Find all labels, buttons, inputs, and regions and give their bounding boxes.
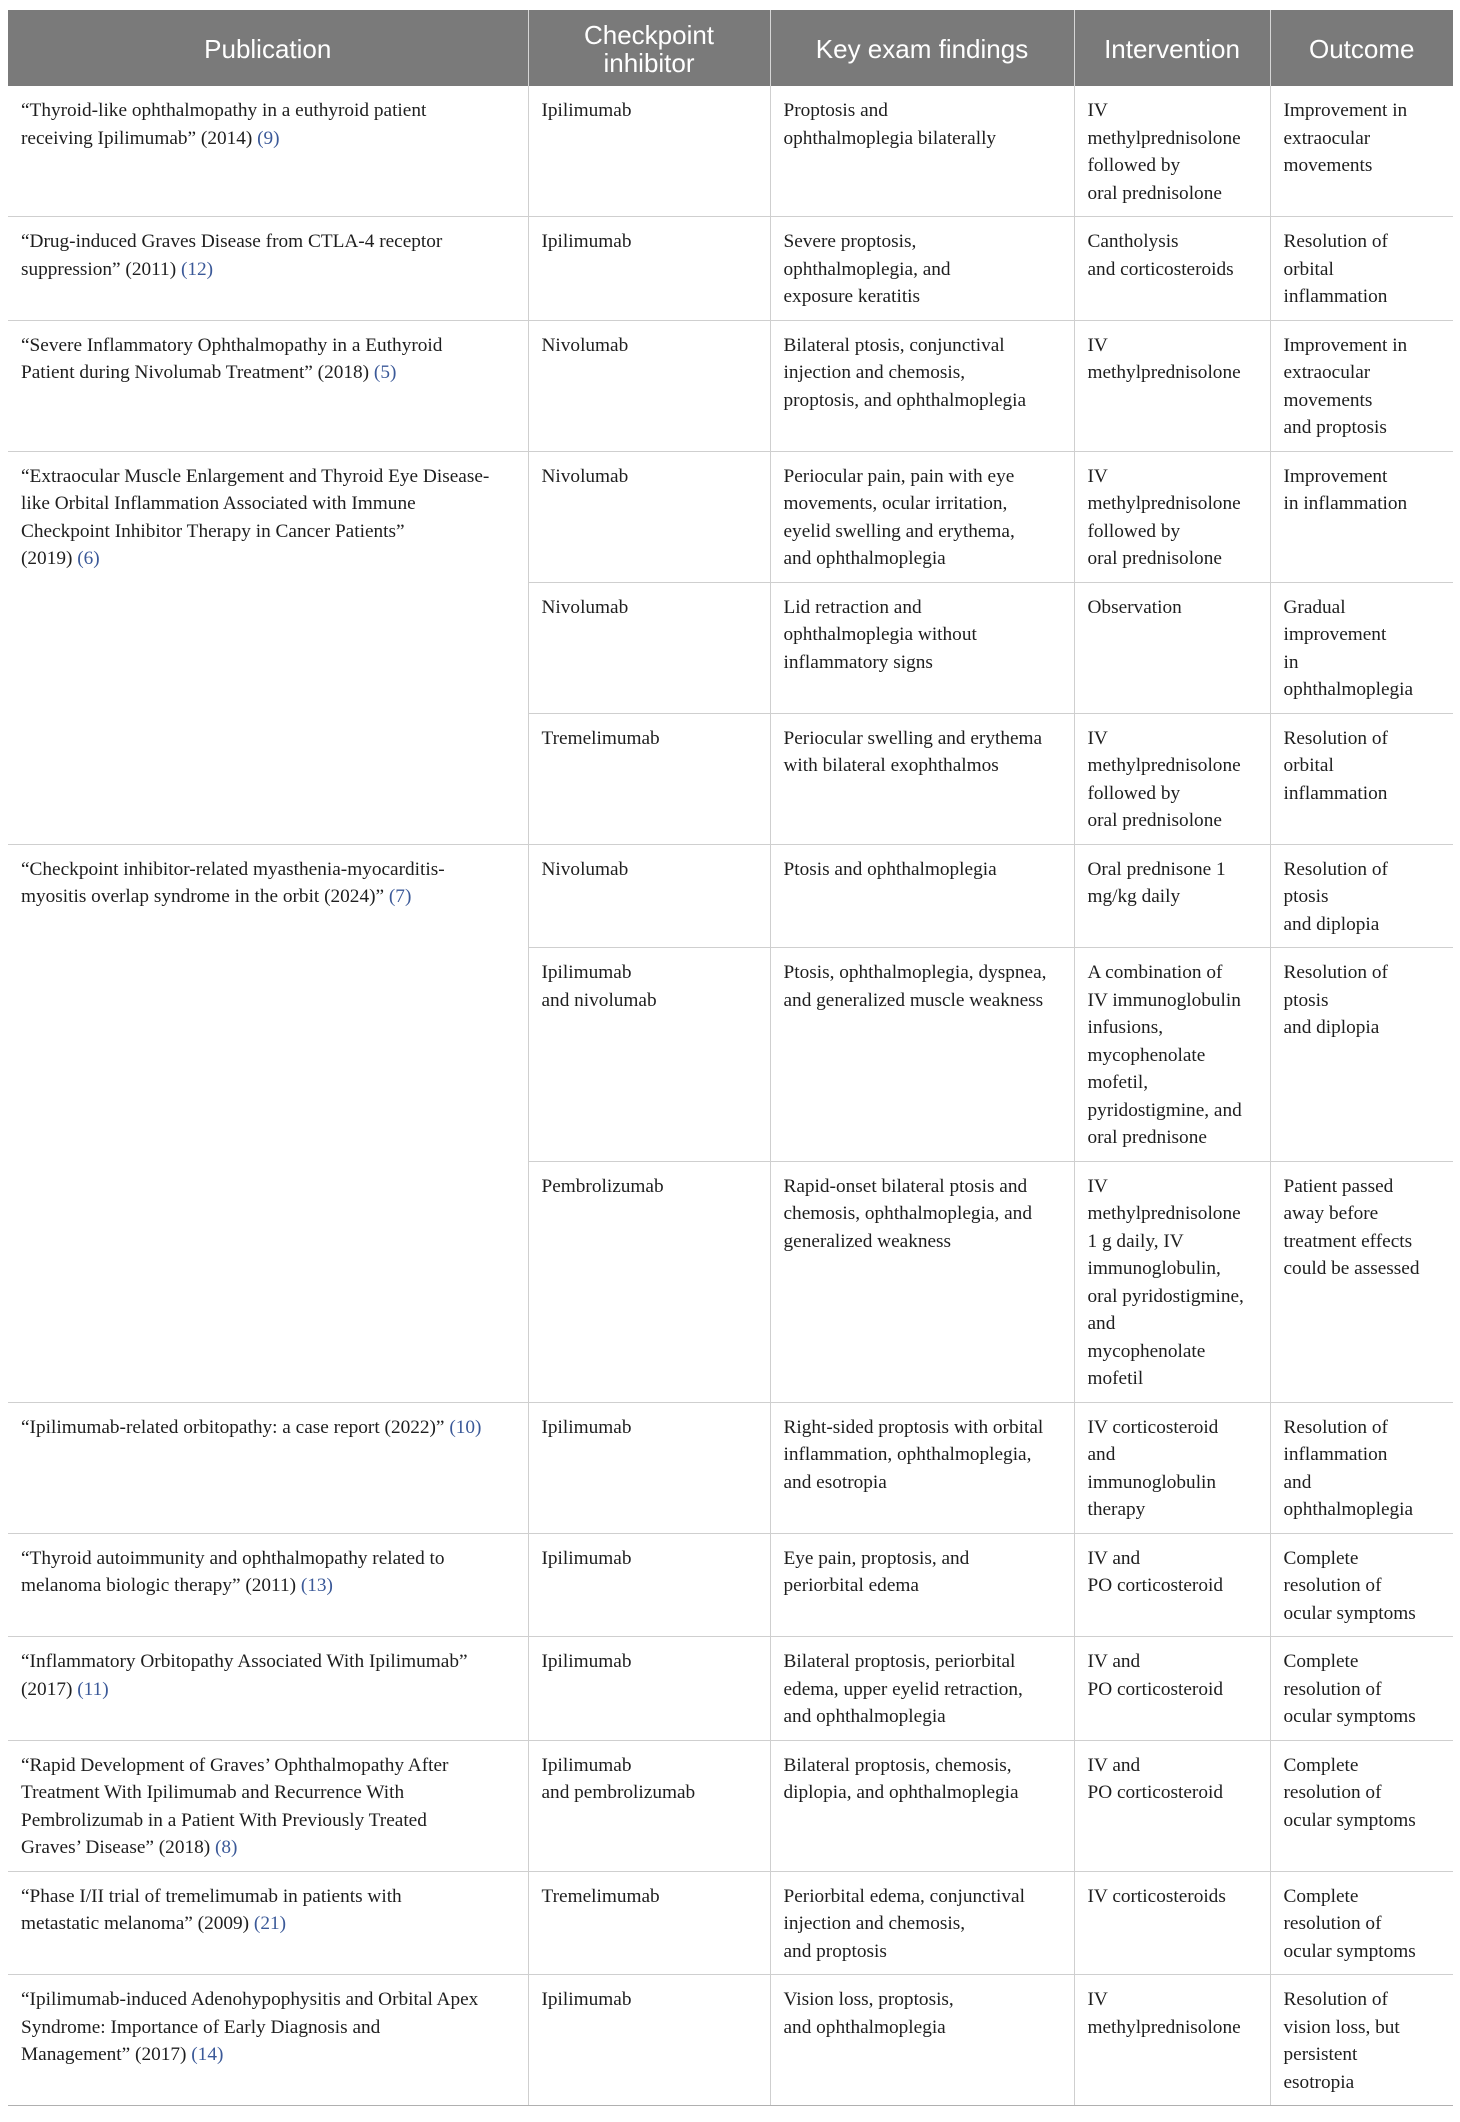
outcome-cell: Improvement in inflammation	[1270, 451, 1453, 582]
outcome-cell: Patient passed away before treatment effects could be assessed	[1270, 1161, 1453, 1402]
table-row	[8, 1975, 1453, 2106]
findings-cell: Proptosis and ophthalmoplegia bilaterally	[770, 86, 1074, 217]
checkpoint-cell: Ipilimumab and pembrolizumab	[528, 1740, 770, 1871]
publication-cell	[8, 1637, 528, 1741]
intervention-cell: IV methylprednisolone 1 g daily, IV immunoglobulin, oral pyridostigmine, and mycophenolate mofetil	[1074, 1161, 1270, 1402]
checkpoint-cell: Nivolumab	[528, 844, 770, 948]
table-row	[8, 1740, 1453, 1871]
table-row	[8, 320, 1453, 451]
reference-link[interactable]: (10)	[449, 1416, 482, 1438]
header-row	[8, 10, 1453, 86]
intervention-cell: IV and PO corticosteroid	[1074, 1637, 1270, 1741]
publication-title: “Ipilimumab-induced Adenohypophysitis and Orbital Apex Syndrome: Importance of Early Diagnosis and Management” (2017)	[21, 1989, 479, 2065]
table-row	[8, 86, 1453, 217]
findings-cell: Lid retraction and ophthalmoplegia without inflammatory signs	[770, 582, 1074, 713]
intervention-cell: IV methylprednisolone followed by oral prednisolone	[1074, 451, 1270, 582]
checkpoint-cell: Nivolumab	[528, 582, 770, 713]
table-row	[8, 217, 1453, 321]
checkpoint-cell: Nivolumab	[528, 320, 770, 451]
intervention-cell: IV methylprednisolone followed by oral prednisolone	[1074, 86, 1270, 217]
table-row	[8, 451, 1453, 582]
table-row	[8, 1402, 1453, 1533]
reference-link[interactable]: (5)	[373, 362, 397, 383]
outcome-cell: Resolution of ptosis and diplopia	[1270, 844, 1453, 948]
reference-link[interactable]: (8)	[214, 1837, 238, 1858]
checkpoint-cell: Ipilimumab	[528, 217, 770, 321]
checkpoint-cell: Ipilimumab	[528, 86, 770, 217]
intervention-cell: IV methylprednisolone	[1074, 1975, 1270, 2106]
publication-title: “Phase I/II trial of tremelimumab in patients with metastatic melanoma” (2009)	[21, 1885, 402, 1934]
findings-cell: Ptosis, ophthalmoplegia, dyspnea, and generalized muscle weakness	[770, 948, 1074, 1162]
table-row	[8, 1871, 1453, 1975]
reference-link[interactable]: (12)	[180, 258, 214, 280]
reference-link[interactable]: (6)	[77, 548, 100, 569]
publication-cell	[8, 1740, 528, 1871]
publication-cell	[8, 844, 528, 1402]
publication-title: “Thyroid-like ophthalmopathy in a euthyroid patient receiving Ipilimumab” (2014)	[21, 100, 427, 149]
intervention-cell: IV methylprednisolone followed by oral prednisolone	[1074, 713, 1270, 844]
checkpoint-cell: Ipilimumab	[528, 1533, 770, 1637]
checkpoint-cell: Ipilimumab	[528, 1402, 770, 1533]
publication-title: “Rapid Development of Graves’ Ophthalmopathy After Treatment With Ipilimumab and Recurrence With Pembrolizumab in a Patient With Previously Treated Graves’ Disease” (2018)	[21, 1754, 449, 1858]
publication-title: “Severe Inflammatory Ophthalmopathy in a Euthyroid Patient during Nivolumab Treatment” (2018)	[21, 334, 443, 383]
outcome-cell: Complete resolution of ocular symptoms	[1270, 1533, 1453, 1637]
table-container	[8, 10, 1453, 2106]
outcome-cell: Improvement in extraocular movements and proptosis	[1270, 320, 1453, 451]
checkpoint-cell: Ipilimumab	[528, 1975, 770, 2106]
publication-cell	[8, 1533, 528, 1637]
reference-link[interactable]: (13)	[300, 1575, 333, 1596]
publication-cell	[8, 1402, 528, 1533]
outcome-cell: Resolution of ptosis and diplopia	[1270, 948, 1453, 1162]
reference-link[interactable]: (21)	[253, 1913, 287, 1934]
reference-link[interactable]: (7)	[388, 886, 412, 907]
outcome-cell: Complete resolution of ocular symptoms	[1270, 1740, 1453, 1871]
findings-cell: Bilateral proptosis, chemosis, diplopia, and ophthalmoplegia	[770, 1740, 1074, 1871]
publication-title: “Drug-induced Graves Disease from CTLA-4 receptor suppression” (2011)	[21, 231, 443, 280]
checkpoint-cell: Tremelimumab	[528, 1871, 770, 1975]
publication-cell	[8, 217, 528, 321]
outcome-cell: Complete resolution of ocular symptoms	[1270, 1637, 1453, 1741]
publication-cell	[8, 1975, 528, 2106]
checkpoint-cell: Pembrolizumab	[528, 1161, 770, 1402]
findings-cell: Ptosis and ophthalmoplegia	[770, 844, 1074, 948]
findings-cell: Periocular swelling and erythema with bilateral exophthalmos	[770, 713, 1074, 844]
outcome-cell: Resolution of vision loss, but persistent esotropia	[1270, 1975, 1453, 2106]
findings-cell: Periocular pain, pain with eye movements, ocular irritation, eyelid swelling and erythema, and ophthalmoplegia	[770, 451, 1074, 582]
findings-cell: Bilateral proptosis, periorbital edema, upper eyelid retraction, and ophthalmoplegia	[770, 1637, 1074, 1741]
publication-cell	[8, 86, 528, 217]
intervention-cell: A combination of IV immunoglobulin infusions, mycophenolate mofetil, pyridostigmine, and oral prednisone	[1074, 948, 1270, 1162]
reference-link[interactable]: (9)	[257, 127, 280, 149]
publication-title: “Checkpoint inhibitor-related myasthenia-myocarditis- myositis overlap syndrome in the orbit (2024)”	[21, 858, 445, 907]
reference-link[interactable]: (11)	[77, 1678, 109, 1700]
checkpoint-cell: Ipilimumab	[528, 1637, 770, 1741]
findings-cell: Vision loss, proptosis, and ophthalmoplegia	[770, 1975, 1074, 2106]
intervention-cell: IV and PO corticosteroid	[1074, 1740, 1270, 1871]
findings-cell: Periorbital edema, conjunctival injection and chemosis, and proptosis	[770, 1871, 1074, 1975]
outcome-cell: Resolution of orbital inflammation	[1270, 217, 1453, 321]
intervention-cell: IV corticosteroids	[1074, 1871, 1270, 1975]
reference-link[interactable]: (14)	[191, 2044, 224, 2065]
outcome-cell: Resolution of inflammation and ophthalmoplegia	[1270, 1402, 1453, 1533]
header-outcome: Outcome	[1270, 10, 1453, 86]
intervention-cell: Cantholysis and corticosteroids	[1074, 217, 1270, 321]
table-row	[8, 1637, 1453, 1741]
header-checkpoint-inhibitor: Checkpoint inhibitor	[528, 10, 770, 86]
publication-cell	[8, 1871, 528, 1975]
publication-title: “Extraocular Muscle Enlargement and Thyroid Eye Disease- like Orbital Inflammation Associated with Immune Checkpoint Inhibitor Therapy in Cancer Patients” (2019)	[21, 465, 490, 569]
header-intervention: Intervention	[1074, 10, 1270, 86]
checkpoint-cell: Tremelimumab	[528, 713, 770, 844]
header-key-exam-findings: Key exam findings	[770, 10, 1074, 86]
table-row	[8, 844, 1453, 948]
findings-cell: Severe proptosis, ophthalmoplegia, and exposure keratitis	[770, 217, 1074, 321]
outcome-cell: Resolution of orbital inflammation	[1270, 713, 1453, 844]
table-row	[8, 1533, 1453, 1637]
findings-cell: Rapid-onset bilateral ptosis and chemosis, ophthalmoplegia, and generalized weakness	[770, 1161, 1074, 1402]
outcome-cell: Complete resolution of ocular symptoms	[1270, 1871, 1453, 1975]
intervention-cell: Observation	[1074, 582, 1270, 713]
publication-title: “Ipilimumab-related orbitopathy: a case report (2022)”	[21, 1416, 450, 1438]
intervention-cell: IV methylprednisolone	[1074, 320, 1270, 451]
ici-orbitopathy-table	[8, 10, 1453, 2106]
outcome-cell: Gradual improvement in ophthalmoplegia	[1270, 582, 1453, 713]
publication-title: “Inflammatory Orbitopathy Associated With Ipilimumab” (2017)	[21, 1651, 468, 1700]
checkpoint-cell: Ipilimumab and nivolumab	[528, 948, 770, 1162]
checkpoint-cell: Nivolumab	[528, 451, 770, 582]
intervention-cell: IV and PO corticosteroid	[1074, 1533, 1270, 1637]
intervention-cell: Oral prednisone 1 mg/kg daily	[1074, 844, 1270, 948]
findings-cell: Eye pain, proptosis, and periorbital edema	[770, 1533, 1074, 1637]
publication-cell	[8, 451, 528, 844]
publication-cell	[8, 320, 528, 451]
intervention-cell: IV corticosteroid and immunoglobulin therapy	[1074, 1402, 1270, 1533]
outcome-cell: Improvement in extraocular movements	[1270, 86, 1453, 217]
publication-title: “Thyroid autoimmunity and ophthalmopathy related to melanoma biologic therapy” (2011)	[21, 1547, 445, 1596]
findings-cell: Right-sided proptosis with orbital inflammation, ophthalmoplegia, and esotropia	[770, 1402, 1074, 1533]
findings-cell: Bilateral ptosis, conjunctival injection and chemosis, proptosis, and ophthalmoplegia	[770, 320, 1074, 451]
header-publication: Publication	[8, 10, 528, 86]
